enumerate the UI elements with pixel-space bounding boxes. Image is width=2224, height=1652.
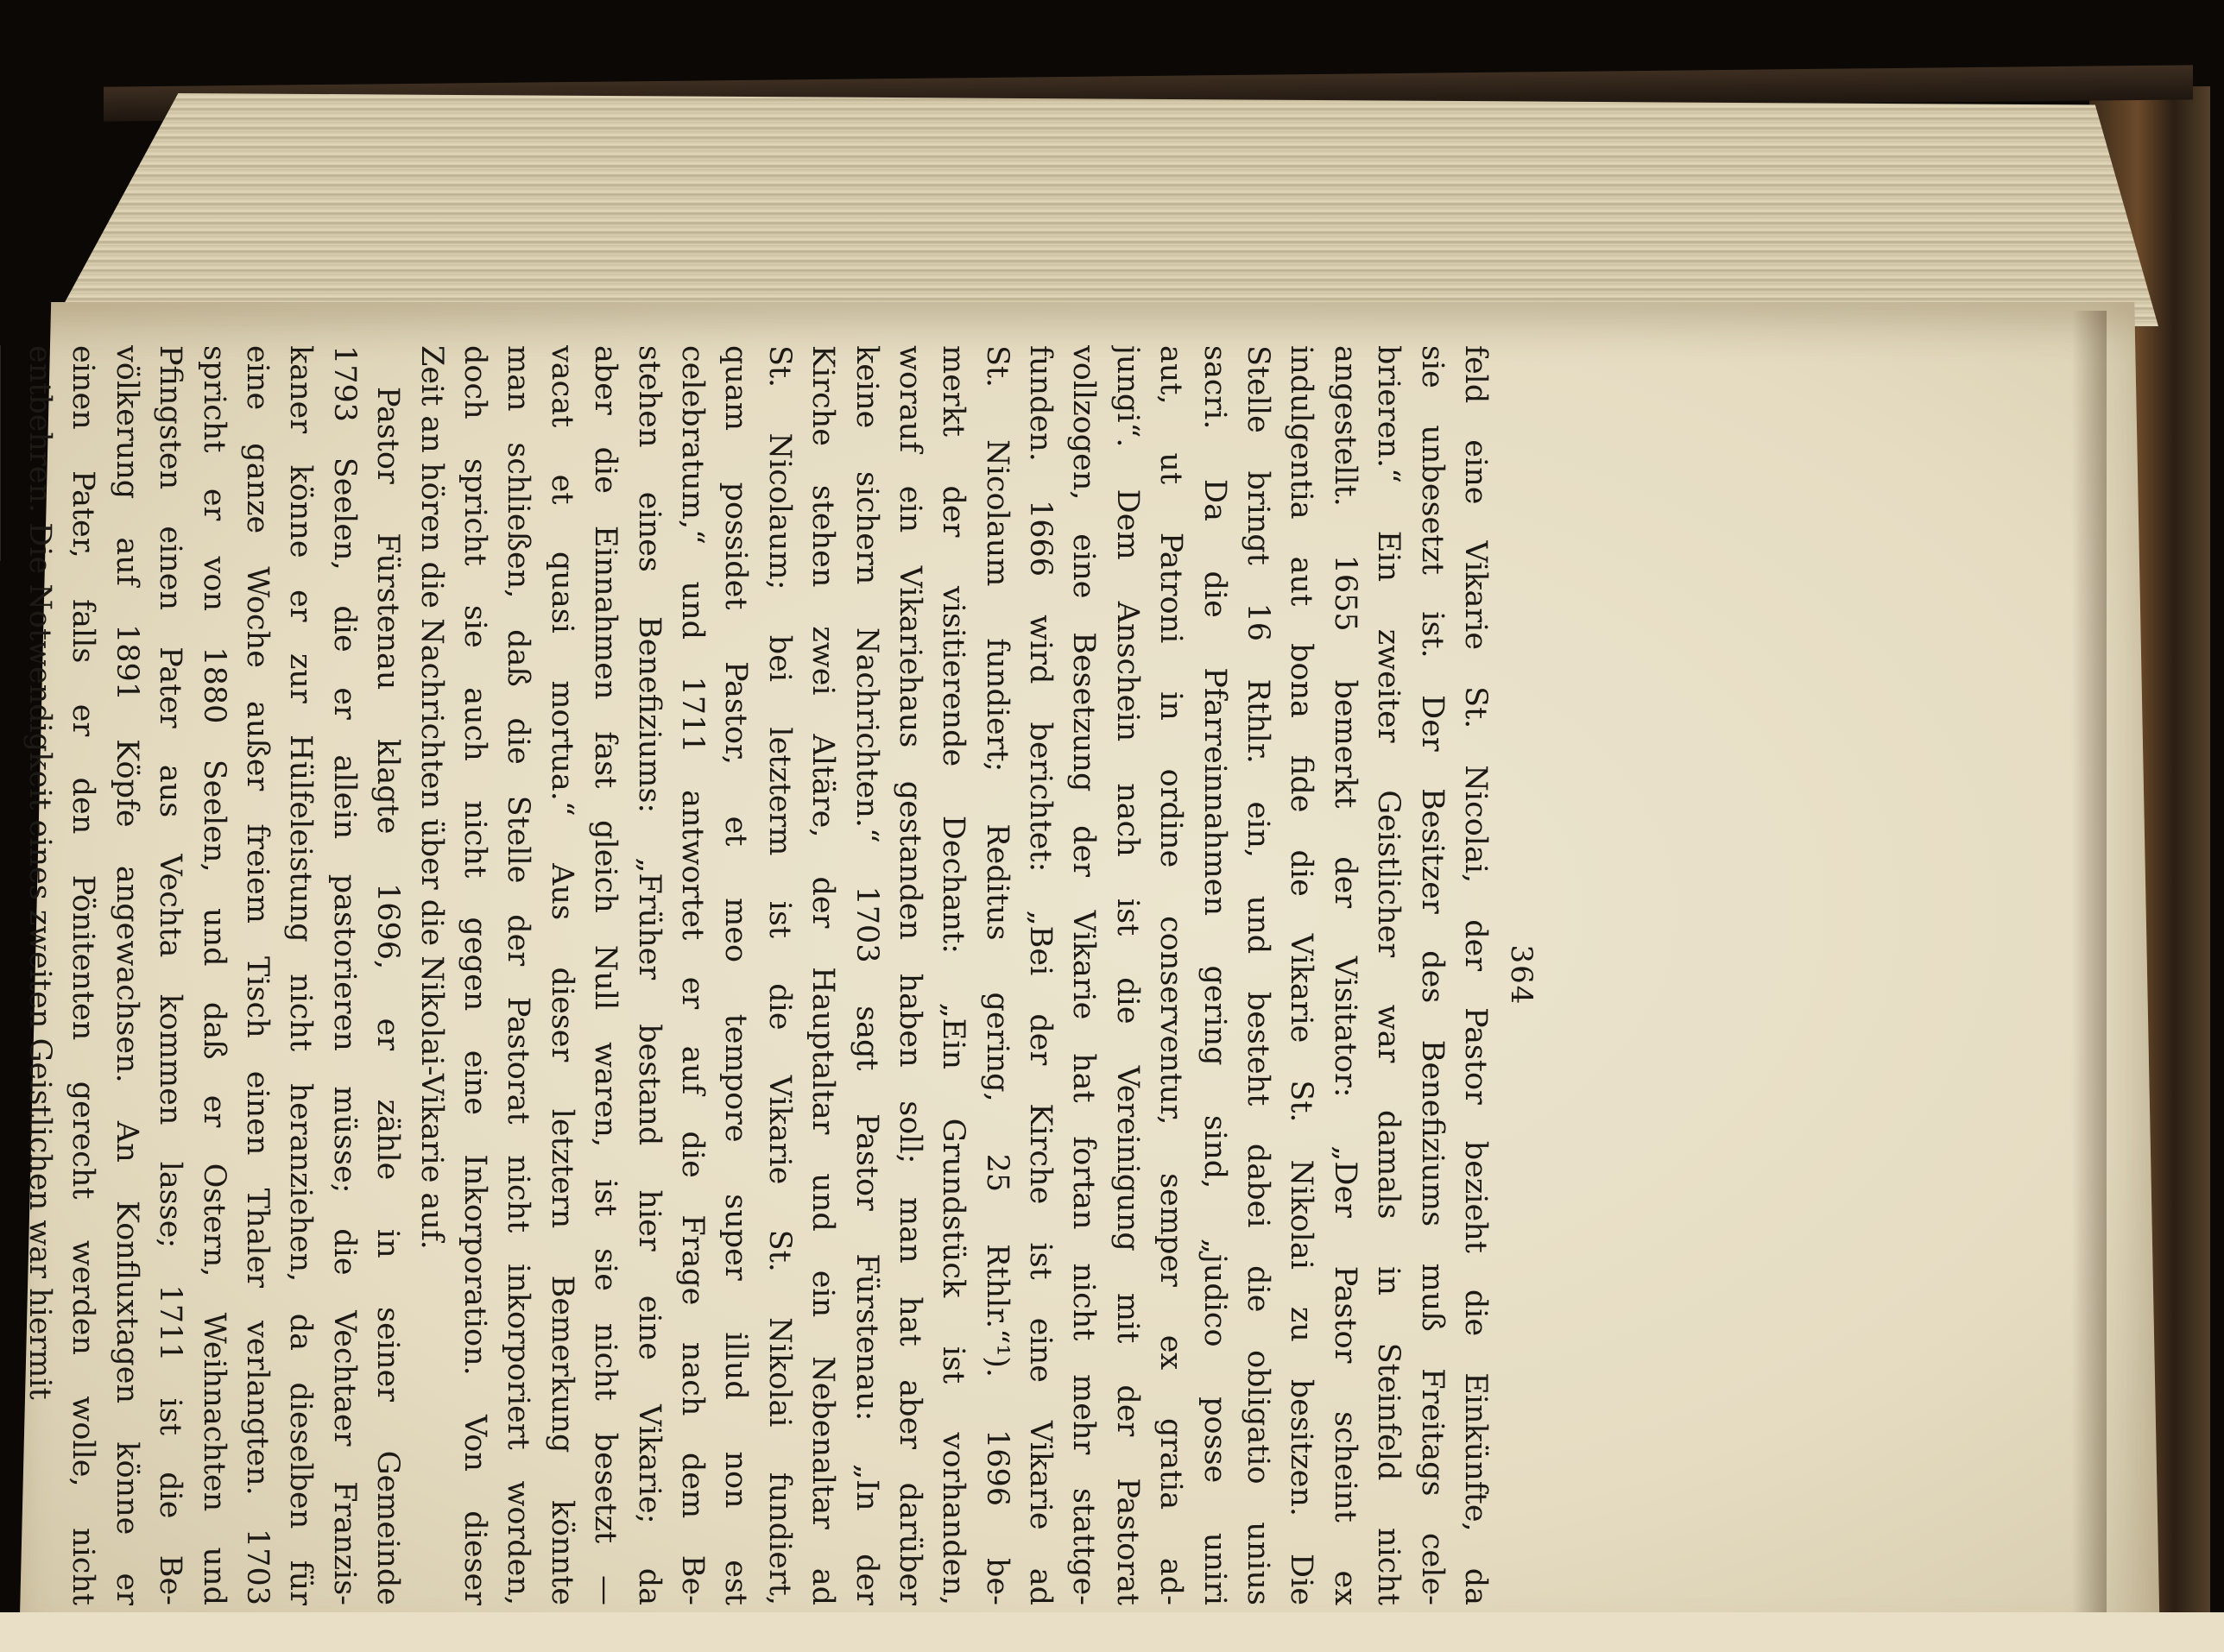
text-line: 1793 Seelen, die er allein pastorieren müsse; die Vechtaer Franzis-: [326, 345, 362, 1605]
text-line: Kirche stehen zwei Altäre, der Hauptaltar und ein Nebenaltar ad: [806, 345, 841, 1605]
text-line: jungi“. Dem Anschein nach ist die Vereinigung mit der Pastorat: [1109, 345, 1145, 1605]
page-edges: [52, 93, 2158, 326]
text-line: einen Pater, falls er den Pönitenten gerecht werden wolle, nicht: [66, 345, 101, 1605]
text-line: man schließen, daß die Stelle der Pastorat nicht inkorporiert worden,: [501, 345, 536, 1605]
paragraph-seelsorge: [18, 345, 410, 1605]
text-line: Zeit an hören die Nachrichten über die Nikolai-Vikarie auf.: [414, 345, 449, 1250]
page-gutter-shadow: [2072, 311, 2107, 1652]
text-line: celebratum,“ und 1711 antwortet er auf die Frage nach dem Be-: [674, 345, 710, 1605]
footnote-rule: [0, 345, 1, 561]
text-line: worauf ein Vikariehaus gestanden haben soll; man hat aber darüber: [892, 345, 927, 1605]
text-line: sie unbesetzt ist. Der Besitzer des Benefiziums muß Freitags cele-: [1414, 345, 1450, 1605]
text-line: vollzogen, eine Besetzung der Vikarie hat fortan nicht mehr stattge-: [1066, 345, 1102, 1605]
text-line: eine ganze Woche außer freiem Tisch einen Thaler verlangten. 1703: [240, 345, 275, 1605]
text-line: quam possidet Pastor, et meo tempore super illud non est: [718, 345, 754, 1605]
text-line: sacri. Da die Pfarreinnahmen gering sind, „judico posse uniri: [1197, 345, 1232, 1605]
text-line: St. Nicolaum; bei letzterm ist die Vikarie St. Nikolai fundiert,: [761, 345, 797, 1605]
text-line: stehen eines Benefiziums: „Früher bestand hier eine Vikarie; da: [631, 345, 667, 1605]
text-line: funden. 1666 wird berichtet: „Bei der Kirche ist eine Vikarie ad: [1023, 345, 1058, 1605]
text-line: Pfingsten einen Pater aus Vechta kommen lasse; 1711 ist die Be-: [153, 345, 188, 1605]
text-line: merkt der visitierende Dechant: „Ein Grundstück ist vorhanden,: [936, 345, 971, 1605]
text-line: vacat et quasi mortua.“ Aus dieser letztern Bemerkung könnte: [544, 345, 579, 1605]
text-line: doch spricht sie auch nicht gegen eine Inkorporation. Von dieser: [458, 345, 493, 1605]
page-number: 364: [1504, 944, 1538, 1006]
facing-page-edge: [0, 1612, 2224, 1652]
text-line: brieren.“ Ein zweiter Geistlicher war damals in Steinfeld nicht: [1371, 345, 1406, 1605]
text-line: St. Nicolaum fundiert; Reditus gering, 25 Rthlr.“¹). 1696 be-: [979, 345, 1014, 1605]
text-line: kaner könne er zur Hülfeleistung nicht heranziehen, da dieselben für: [283, 345, 319, 1605]
paragraph-vikarie: [409, 345, 1497, 1605]
text-line: keine sichern Nachrichten.“ 1703 sagt Pastor Fürstenau: „In der: [849, 345, 884, 1605]
page-text-block: [22, 345, 1545, 1605]
text-line: Pastor Fürstenau klagte 1696, er zähle in seiner Gemeinde: [370, 387, 406, 1605]
text-line: feld eine Vikarie St. Nicolai, der Pastor bezieht die Einkünfte, da: [1458, 345, 1493, 1605]
text-line: indulgentia aut bona fide die Vikarie St. Nikolai zu besitzen. Die: [1284, 345, 1319, 1605]
text-line: völkerung auf 1891 Köpfe angewachsen. An Konfluxtagen könne er: [109, 345, 144, 1605]
text-line: spricht er von 1880 Seelen, und daß er Ostern, Weihnachten und: [196, 345, 231, 1605]
text-line: Stelle bringt 16 Rthlr. ein, und besteht dabei die obligatio unius: [1241, 345, 1276, 1605]
text-line: aber die Einnahmen fast gleich Null waren, ist sie nicht besetzt —: [588, 345, 623, 1605]
text-line: aut, ut Patroni in ordine conserventur, semper ex gratia ad-: [1153, 345, 1189, 1605]
text-line: angestellt. 1655 bemerkt der Visitator: „Der Pastor scheint ex: [1327, 345, 1362, 1605]
text-line: entbehren. Die Notwendigkeit eines zweiten Geistlichen war hiermit: [22, 345, 58, 1400]
